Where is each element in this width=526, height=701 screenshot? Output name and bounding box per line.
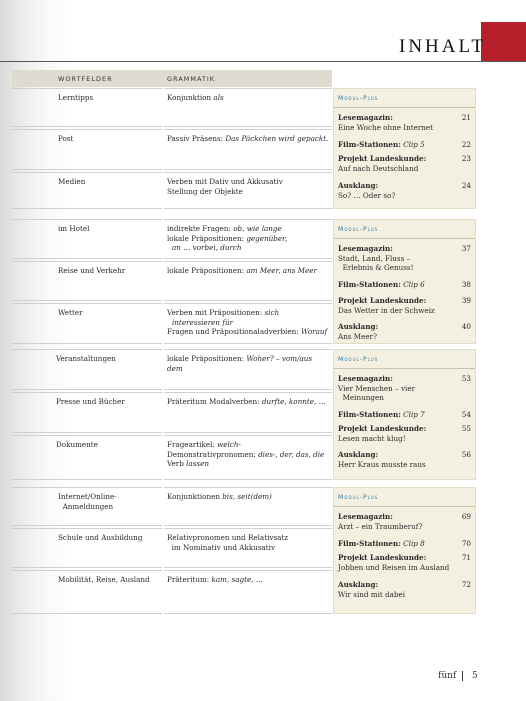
- title-divider: [0, 61, 526, 62]
- grammatik-cell: [164, 487, 332, 526]
- wortfeld-text: Presse und Bücher: [56, 397, 125, 406]
- modul-plus-entry: [338, 280, 471, 290]
- entry-clip: Clip 6: [403, 280, 425, 289]
- entry-label: Ausklang:: [338, 322, 379, 331]
- table-row: [12, 172, 332, 209]
- grammatik-text: indirekte Fragen: ob, wie lange lokale Präpositionen: gegenüber, an … vorbei, durch: [167, 224, 288, 252]
- modul-plus-entry: [338, 113, 471, 132]
- entry-page-number: 21: [461, 113, 471, 122]
- grammatik-cell: [164, 219, 332, 259]
- modul-plus-entry: [338, 181, 471, 200]
- modul-plus-entry: [338, 512, 471, 531]
- entry-title: Jobben und Reisen im Ausland: [338, 562, 450, 572]
- modul-plus-box: [333, 88, 476, 209]
- modul-plus-divider: [334, 107, 475, 108]
- entry-page-number: 37: [461, 244, 471, 253]
- modul-plus-box: [333, 219, 476, 344]
- wortfeld-cell: [12, 435, 162, 480]
- entry-page-number: 55: [461, 424, 471, 433]
- grammatik-text: lokale Präpositionen: am Meer, ans Meer: [167, 266, 317, 275]
- modul-plus-entry: [338, 580, 471, 599]
- grammatik-text: Verben mit Dativ und Akkusativ Stellung der Objekte: [167, 177, 283, 196]
- wortfeld-text: Wetter: [58, 308, 83, 317]
- wortfeld-cell: [12, 219, 162, 259]
- entry-label: Ausklang:: [338, 580, 379, 589]
- entry-label: Projekt Landeskunde:: [338, 553, 427, 562]
- entry-page-number: 54: [461, 410, 471, 419]
- table-row: [12, 528, 332, 568]
- wortfeld-cell: [12, 528, 162, 568]
- column-header-bar: [12, 70, 332, 87]
- entry-page-number: 39: [461, 296, 471, 305]
- wortfeld-cell: [12, 172, 162, 209]
- column-header-wortfelder: WORTFELDER: [58, 75, 113, 83]
- wortfeld-text: Veranstaltungen: [56, 354, 116, 363]
- wortfeld-cell: [12, 392, 162, 433]
- grammatik-text: Konjunktion als: [167, 93, 224, 102]
- grammatik-text: Passiv Präsens: Das Päckchen wird gepackt.: [167, 134, 329, 143]
- entry-label: Lesemagazin:: [338, 512, 393, 521]
- entry-title: Lesen macht klug!: [338, 433, 406, 443]
- table-row: [12, 129, 332, 170]
- grammatik-cell: [164, 570, 332, 614]
- entry-title: Eine Woche ohne Internet: [338, 122, 434, 132]
- table-row: [12, 88, 332, 127]
- grammatik-cell: [164, 435, 332, 480]
- modul-plus-entry: [338, 154, 471, 173]
- grammatik-text: Präteritum: kam, sagte, …: [167, 575, 263, 584]
- modul-plus-entry: [338, 244, 471, 273]
- entry-page-number: 56: [461, 450, 471, 459]
- entry-title: Auf nach Deutschland: [338, 163, 419, 173]
- page-title: INHALT: [399, 36, 486, 57]
- wortfeld-text: Mobilität, Reise, Ausland: [58, 575, 150, 584]
- entry-title: So? … Oder so?: [338, 190, 396, 200]
- entry-page-number: 22: [461, 140, 471, 149]
- entry-label: Lesemagazin:: [338, 113, 393, 122]
- wortfeld-text: Post: [58, 134, 74, 143]
- grammatik-text: lokale Präpositionen: Woher? – vom/aus dem: [167, 354, 313, 373]
- grammatik-cell: [164, 303, 332, 344]
- entry-label: Film-Stationen:: [338, 140, 401, 149]
- grammatik-cell: [164, 261, 332, 301]
- footer-page-word: fünf: [438, 671, 457, 681]
- grammatik-text: Konjunktionen bis, seit(dem): [167, 492, 272, 501]
- entry-title: Stadt, Land, Fluss – Erlebnis & Genuss!: [338, 253, 414, 272]
- wortfeld-text: Medien: [58, 177, 86, 186]
- entry-clip: Clip 8: [403, 539, 425, 548]
- modul-plus-heading: Modul-Plus: [338, 356, 379, 363]
- modul-plus-entry: [338, 296, 471, 315]
- wortfeld-cell: [12, 349, 162, 390]
- modul-plus-divider: [334, 368, 475, 369]
- entry-label: Film-Stationen:: [338, 280, 401, 289]
- wortfeld-text: Internet/Online- Anmeldungen: [58, 492, 117, 511]
- grammatik-text: Präteritum Modalverben: durfte, konnte, …: [167, 397, 326, 406]
- wortfeld-cell: [12, 303, 162, 344]
- table-row: [12, 570, 332, 614]
- toc-section: [12, 487, 476, 614]
- table-row: [12, 392, 332, 433]
- entry-title: Das Wetter in der Schweiz: [338, 305, 435, 315]
- footer-separator: [462, 671, 463, 681]
- grammatik-cell: [164, 349, 332, 390]
- entry-page-number: 24: [461, 181, 471, 190]
- entry-label: Ausklang:: [338, 181, 379, 190]
- footer-page-number: 5: [472, 671, 478, 681]
- entry-page-number: 70: [461, 539, 471, 548]
- chapter-color-tab: [481, 22, 526, 62]
- toc-section: [12, 88, 476, 209]
- entry-page-number: 69: [461, 512, 471, 521]
- grammatik-cell: [164, 392, 332, 433]
- grammatik-text: Verben mit Präpositionen: sich interessieren für Fragen und Präpositionaladverbien: Worauf: [167, 308, 328, 336]
- wortfeld-cell: [12, 129, 162, 170]
- entry-page-number: 71: [461, 553, 471, 562]
- modul-plus-box: [333, 487, 476, 614]
- grammatik-cell: [164, 129, 332, 170]
- modul-plus-entry: [338, 374, 471, 403]
- table-row: [12, 219, 332, 259]
- grammatik-cell: [164, 528, 332, 568]
- modul-plus-heading: Modul-Plus: [338, 95, 379, 102]
- table-row: [12, 303, 332, 344]
- modul-plus-entry: [338, 539, 471, 549]
- entry-title: Vier Menschen – vier Meinungen: [338, 383, 416, 402]
- table-row: [12, 487, 332, 526]
- modul-plus-heading: Modul-Plus: [338, 494, 379, 501]
- wortfeld-text: Dokumente: [56, 440, 98, 449]
- wortfeld-text: Schule und Ausbildung: [58, 533, 143, 542]
- entry-label: Projekt Landeskunde:: [338, 154, 427, 163]
- modul-plus-box: [333, 349, 476, 480]
- modul-plus-entry: [338, 424, 471, 443]
- table-row: [12, 261, 332, 301]
- entry-label: Film-Stationen:: [338, 410, 401, 419]
- modul-plus-heading: Modul-Plus: [338, 226, 379, 233]
- entry-page-number: 23: [461, 154, 471, 163]
- entry-page-number: 38: [461, 280, 471, 289]
- modul-plus-divider: [334, 238, 475, 239]
- entry-clip: Clip 5: [403, 140, 425, 149]
- entry-label: Ausklang:: [338, 450, 379, 459]
- wortfeld-cell: [12, 570, 162, 614]
- entry-title: Wir sind mit dabei: [338, 589, 406, 599]
- toc-section: [12, 349, 476, 480]
- table-row: [12, 435, 332, 480]
- table-row: [12, 349, 332, 390]
- grammatik-cell: [164, 172, 332, 209]
- modul-plus-entry: [338, 322, 471, 341]
- entry-label: Lesemagazin:: [338, 374, 393, 383]
- entry-page-number: 72: [461, 580, 471, 589]
- modul-plus-entry: [338, 410, 471, 420]
- wortfeld-text: im Hotel: [58, 224, 90, 233]
- entry-clip: Clip 7: [403, 410, 425, 419]
- toc-section: [12, 219, 476, 344]
- entry-label: Film-Stationen:: [338, 539, 401, 548]
- modul-plus-entry: [338, 140, 471, 150]
- wortfeld-cell: [12, 487, 162, 526]
- entry-label: Projekt Landeskunde:: [338, 296, 427, 305]
- entry-page-number: 53: [461, 374, 471, 383]
- entry-title: Arzt – ein Traumberuf?: [338, 521, 423, 531]
- modul-plus-divider: [334, 506, 475, 507]
- column-header-grammatik: GRAMMATIK: [167, 75, 216, 83]
- modul-plus-entry: [338, 450, 471, 469]
- entry-title: Herr Kraus musste raus: [338, 459, 426, 469]
- wortfeld-text: Reise und Verkehr: [58, 266, 126, 275]
- entry-title: Ans Meer?: [338, 331, 377, 341]
- wortfeld-cell: [12, 261, 162, 301]
- wortfeld-cell: [12, 88, 162, 127]
- wortfeld-text: Lerntipps: [58, 93, 94, 102]
- grammatik-text: Frageartikel: welch- Demonstrativpronomen: dies-, der, das, die Verb lassen: [167, 440, 325, 468]
- entry-page-number: 40: [461, 322, 471, 331]
- modul-plus-entry: [338, 553, 471, 572]
- grammatik-text: Relativpronomen und Relativsatz im Nominativ und Akkusativ: [167, 533, 289, 552]
- grammatik-cell: [164, 88, 332, 127]
- entry-label: Lesemagazin:: [338, 244, 393, 253]
- entry-label: Projekt Landeskunde:: [338, 424, 427, 433]
